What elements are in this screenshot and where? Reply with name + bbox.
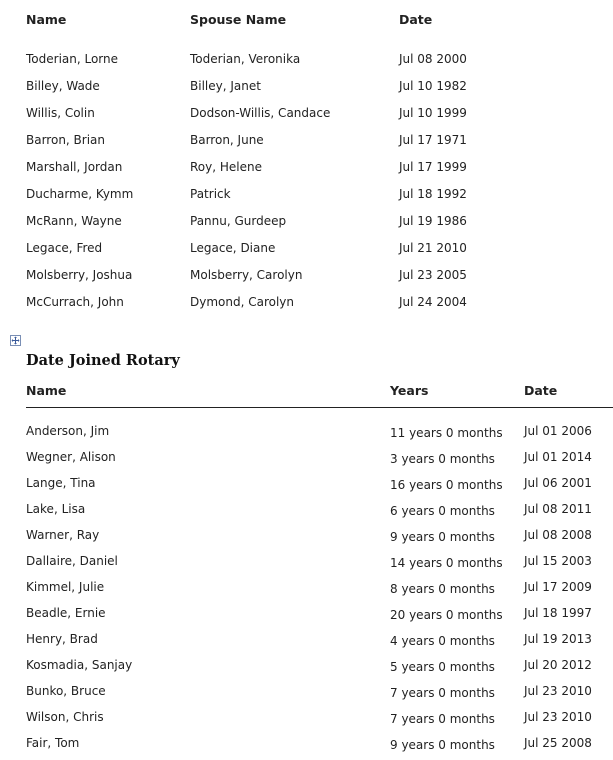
member-name: Willis, Colin xyxy=(26,106,95,120)
member-name: Ducharme, Kymm xyxy=(26,187,134,201)
rotary-table-header xyxy=(26,383,613,403)
anniversary-table xyxy=(26,0,613,309)
years-of-membership: 9 years 0 months xyxy=(390,530,495,544)
table-row xyxy=(26,239,613,266)
member-name: Dallaire, Daniel xyxy=(26,554,118,568)
header-spouse-name: Spouse Name xyxy=(190,12,287,27)
member-name: Beadle, Ernie xyxy=(26,606,106,620)
header-name: Name xyxy=(26,12,67,27)
date-joined: Jul 23 2010 xyxy=(524,710,592,724)
table-move-handle[interactable] xyxy=(10,335,21,346)
spouse-name: Patrick xyxy=(190,187,231,201)
table-row xyxy=(26,474,613,500)
years-of-membership: 3 years 0 months xyxy=(390,452,495,466)
table-row xyxy=(26,104,613,131)
years-of-membership: 7 years 0 months xyxy=(390,712,495,726)
move-arrows-icon xyxy=(11,336,20,345)
anniversary-date: Jul 18 1992 xyxy=(399,187,467,201)
table-row xyxy=(26,656,613,682)
years-of-membership: 4 years 0 months xyxy=(390,634,495,648)
years-of-membership: 5 years 0 months xyxy=(390,660,495,674)
years-of-membership: 8 years 0 months xyxy=(390,582,495,596)
date-joined: Jul 19 2013 xyxy=(524,632,592,646)
spouse-name: Legace, Diane xyxy=(190,241,276,255)
date-joined: Jul 23 2010 xyxy=(524,684,592,698)
member-name: Lange, Tina xyxy=(26,476,96,490)
member-name: Marshall, Jordan xyxy=(26,160,123,174)
member-name: Wegner, Alison xyxy=(26,450,116,464)
member-name: Toderian, Lorne xyxy=(26,52,119,66)
member-name: Lake, Lisa xyxy=(26,502,86,516)
spouse-name: Barron, June xyxy=(190,133,264,147)
date-joined: Jul 01 2006 xyxy=(524,424,592,438)
member-name: Kimmel, Julie xyxy=(26,580,105,594)
table-row xyxy=(26,131,613,158)
member-name: McCurrach, John xyxy=(26,295,124,309)
table-row xyxy=(26,185,613,212)
table-row xyxy=(26,77,613,104)
member-name: Bunko, Bruce xyxy=(26,684,106,698)
years-of-membership: 11 years 0 months xyxy=(390,426,503,440)
member-name: Billey, Wade xyxy=(26,79,100,93)
date-joined: Jul 08 2008 xyxy=(524,528,592,542)
table-row xyxy=(26,734,613,760)
table-row xyxy=(26,500,613,526)
spouse-name: Toderian, Veronika xyxy=(190,52,301,66)
date-joined: Jul 08 2011 xyxy=(524,502,592,516)
years-of-membership: 14 years 0 months xyxy=(390,556,503,570)
member-name: Legace, Fred xyxy=(26,241,103,255)
table-row xyxy=(26,682,613,708)
years-of-membership: 20 years 0 months xyxy=(390,608,503,622)
spouse-name: Molsberry, Carolyn xyxy=(190,268,303,282)
anniversary-date: Jul 24 2004 xyxy=(399,295,467,309)
header-date: Date xyxy=(524,383,558,398)
member-name: McRann, Wayne xyxy=(26,214,122,228)
anniversary-date: Jul 10 1999 xyxy=(399,106,467,120)
table-row xyxy=(26,422,613,448)
anniversary-table-body xyxy=(26,50,613,320)
table-row xyxy=(26,578,613,604)
table-row xyxy=(26,448,613,474)
table-row xyxy=(26,212,613,239)
header-years: Years xyxy=(390,383,429,398)
date-joined: Jul 15 2003 xyxy=(524,554,592,568)
spouse-name: Billey, Janet xyxy=(190,79,261,93)
date-joined: Jul 20 2012 xyxy=(524,658,592,672)
table-row xyxy=(26,552,613,578)
table-row xyxy=(26,293,613,320)
spouse-name: Roy, Helene xyxy=(190,160,262,174)
years-of-membership: 16 years 0 months xyxy=(390,478,503,492)
table-row xyxy=(26,158,613,185)
date-joined: Jul 18 1997 xyxy=(524,606,592,620)
spouse-name: Dodson-Willis, Candace xyxy=(190,106,331,120)
date-joined: Jul 25 2008 xyxy=(524,736,592,750)
spouse-name: Dymond, Carolyn xyxy=(190,295,295,309)
header-divider xyxy=(26,407,613,408)
anniversary-date: Jul 08 2000 xyxy=(399,52,467,66)
date-joined: Jul 01 2014 xyxy=(524,450,592,464)
member-name: Wilson, Chris xyxy=(26,710,104,724)
date-joined: Jul 06 2001 xyxy=(524,476,592,490)
member-name: Kosmadia, Sanjay xyxy=(26,658,133,672)
member-name: Fair, Tom xyxy=(26,736,80,750)
table-row xyxy=(26,630,613,656)
anniversary-date: Jul 10 1982 xyxy=(399,79,467,93)
anniversary-date: Jul 19 1986 xyxy=(399,214,467,228)
header-date: Date xyxy=(399,12,433,27)
anniversary-date: Jul 23 2005 xyxy=(399,268,467,282)
rotary-table-body xyxy=(26,422,613,760)
years-of-membership: 6 years 0 months xyxy=(390,504,495,518)
member-name: Henry, Brad xyxy=(26,632,98,646)
member-name: Warner, Ray xyxy=(26,528,100,542)
date-joined: Jul 17 2009 xyxy=(524,580,592,594)
anniversary-date: Jul 21 2010 xyxy=(399,241,467,255)
table-row xyxy=(26,604,613,630)
years-of-membership: 7 years 0 months xyxy=(390,686,495,700)
table-row xyxy=(26,708,613,734)
member-name: Anderson, Jim xyxy=(26,424,110,438)
header-name: Name xyxy=(26,383,67,398)
section-title: Date Joined Rotary xyxy=(26,352,180,369)
anniversary-date: Jul 17 1971 xyxy=(399,133,467,147)
table-row xyxy=(26,266,613,293)
anniversary-table-header xyxy=(26,0,613,40)
spouse-name: Pannu, Gurdeep xyxy=(190,214,287,228)
anniversary-date: Jul 17 1999 xyxy=(399,160,467,174)
table-row xyxy=(26,50,613,77)
member-name: Barron, Brian xyxy=(26,133,106,147)
table-row xyxy=(26,526,613,552)
member-name: Molsberry, Joshua xyxy=(26,268,133,282)
years-of-membership: 9 years 0 months xyxy=(390,738,495,752)
